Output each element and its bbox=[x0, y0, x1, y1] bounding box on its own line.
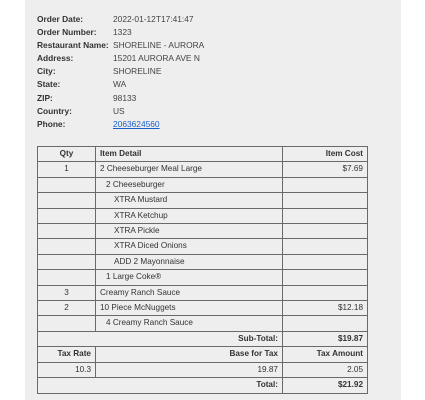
state-row bbox=[37, 78, 204, 91]
item-detail: 1 Large Coke® bbox=[96, 270, 283, 285]
item-row bbox=[38, 301, 368, 316]
item-cost bbox=[283, 254, 368, 269]
subtotal-value: $19.87 bbox=[283, 331, 368, 346]
tax-base-header: Base for Tax bbox=[96, 347, 283, 362]
item-detail: XTRA Mustard bbox=[96, 193, 283, 208]
item-qty bbox=[38, 270, 96, 285]
restaurant-name-label: Restaurant Name: bbox=[37, 40, 109, 51]
tax-rate-value: 10.3 bbox=[38, 362, 96, 377]
item-row bbox=[38, 177, 368, 192]
item-row bbox=[38, 162, 368, 177]
item-qty: 3 bbox=[38, 285, 96, 300]
restaurant-name-value: SHORELINE - AURORA bbox=[113, 40, 205, 51]
item-row bbox=[38, 254, 368, 269]
total-row bbox=[38, 378, 368, 393]
total-value: $21.92 bbox=[283, 378, 368, 393]
item-detail: 4 Creamy Ranch Sauce bbox=[96, 316, 283, 331]
subtotal-label: Sub-Total: bbox=[38, 331, 283, 346]
item-cost bbox=[283, 208, 368, 223]
item-detail: ADD 2 Mayonnaise bbox=[96, 254, 283, 269]
items-body bbox=[38, 162, 368, 331]
item-qty bbox=[38, 177, 96, 192]
item-detail: XTRA Diced Onions bbox=[96, 239, 283, 254]
qty-header: Qty bbox=[38, 147, 96, 162]
item-cost bbox=[283, 285, 368, 300]
item-qty: 2 bbox=[38, 301, 96, 316]
country-value: US bbox=[113, 105, 125, 116]
zip-value: 98133 bbox=[113, 92, 137, 103]
item-cost bbox=[283, 316, 368, 331]
zip-label: ZIP: bbox=[37, 92, 53, 103]
item-qty bbox=[38, 239, 96, 254]
item-cost bbox=[283, 193, 368, 208]
item-detail-header: Item Detail bbox=[96, 147, 283, 162]
item-qty bbox=[38, 224, 96, 239]
state-label: State: bbox=[37, 79, 61, 90]
item-row bbox=[38, 285, 368, 300]
item-cost bbox=[283, 224, 368, 239]
item-qty bbox=[38, 208, 96, 223]
address-label: Address: bbox=[37, 53, 74, 64]
receipt-paper bbox=[25, 0, 401, 400]
item-cost bbox=[283, 177, 368, 192]
order-date-value: 2022-01-12T17:41:47 bbox=[113, 14, 194, 24]
item-cost: $7.69 bbox=[283, 162, 368, 177]
order-number-value: 1323 bbox=[113, 27, 132, 38]
order-date-row bbox=[37, 13, 204, 26]
city-label: City: bbox=[37, 66, 56, 77]
item-cost-header: Item Cost bbox=[283, 147, 368, 162]
address-row bbox=[37, 52, 204, 65]
state-value: WA bbox=[113, 79, 127, 90]
order-date-label: Order Date: bbox=[37, 14, 84, 24]
order-number-row bbox=[37, 26, 204, 39]
zip-row bbox=[37, 92, 204, 105]
item-row bbox=[38, 316, 368, 331]
item-detail: XTRA Ketchup bbox=[96, 208, 283, 223]
item-qty: 1 bbox=[38, 162, 96, 177]
item-detail: Creamy Ranch Sauce bbox=[96, 285, 283, 300]
country-label: Country: bbox=[37, 105, 72, 116]
tax-amount-value: 2.05 bbox=[283, 362, 368, 377]
city-row bbox=[37, 65, 204, 78]
total-label: Total: bbox=[38, 378, 283, 393]
phone-link[interactable]: 2063624560 bbox=[113, 118, 160, 129]
tax-rate-header: Tax Rate bbox=[38, 347, 96, 362]
item-detail: 2 Cheeseburger Meal Large bbox=[96, 162, 283, 177]
subtotal-row bbox=[38, 331, 368, 346]
item-detail: 2 Cheeseburger bbox=[96, 177, 283, 192]
item-qty bbox=[38, 316, 96, 331]
address-value: 15201 AURORA AVE N bbox=[113, 53, 200, 64]
item-cost: $12.18 bbox=[283, 301, 368, 316]
order-number-label: Order Number: bbox=[37, 27, 97, 38]
item-detail: 10 Piece McNuggets bbox=[96, 301, 283, 316]
country-row bbox=[37, 105, 204, 118]
item-row bbox=[38, 208, 368, 223]
item-row bbox=[38, 224, 368, 239]
city-value: SHORELINE bbox=[113, 66, 162, 77]
tax-amount-header: Tax Amount bbox=[283, 347, 368, 362]
item-row bbox=[38, 193, 368, 208]
items-table bbox=[37, 146, 368, 394]
item-row bbox=[38, 270, 368, 285]
item-cost bbox=[283, 239, 368, 254]
tax-header-row bbox=[38, 347, 368, 362]
items-header-row bbox=[38, 147, 368, 162]
tax-row bbox=[38, 362, 368, 377]
order-info bbox=[37, 13, 204, 131]
restaurant-name-row bbox=[37, 39, 204, 52]
item-detail: XTRA Pickle bbox=[96, 224, 283, 239]
phone-label: Phone: bbox=[37, 118, 66, 129]
item-qty bbox=[38, 193, 96, 208]
tax-base-value: 19.87 bbox=[96, 362, 283, 377]
item-cost bbox=[283, 270, 368, 285]
item-qty bbox=[38, 254, 96, 269]
phone-row bbox=[37, 118, 204, 131]
item-row bbox=[38, 239, 368, 254]
